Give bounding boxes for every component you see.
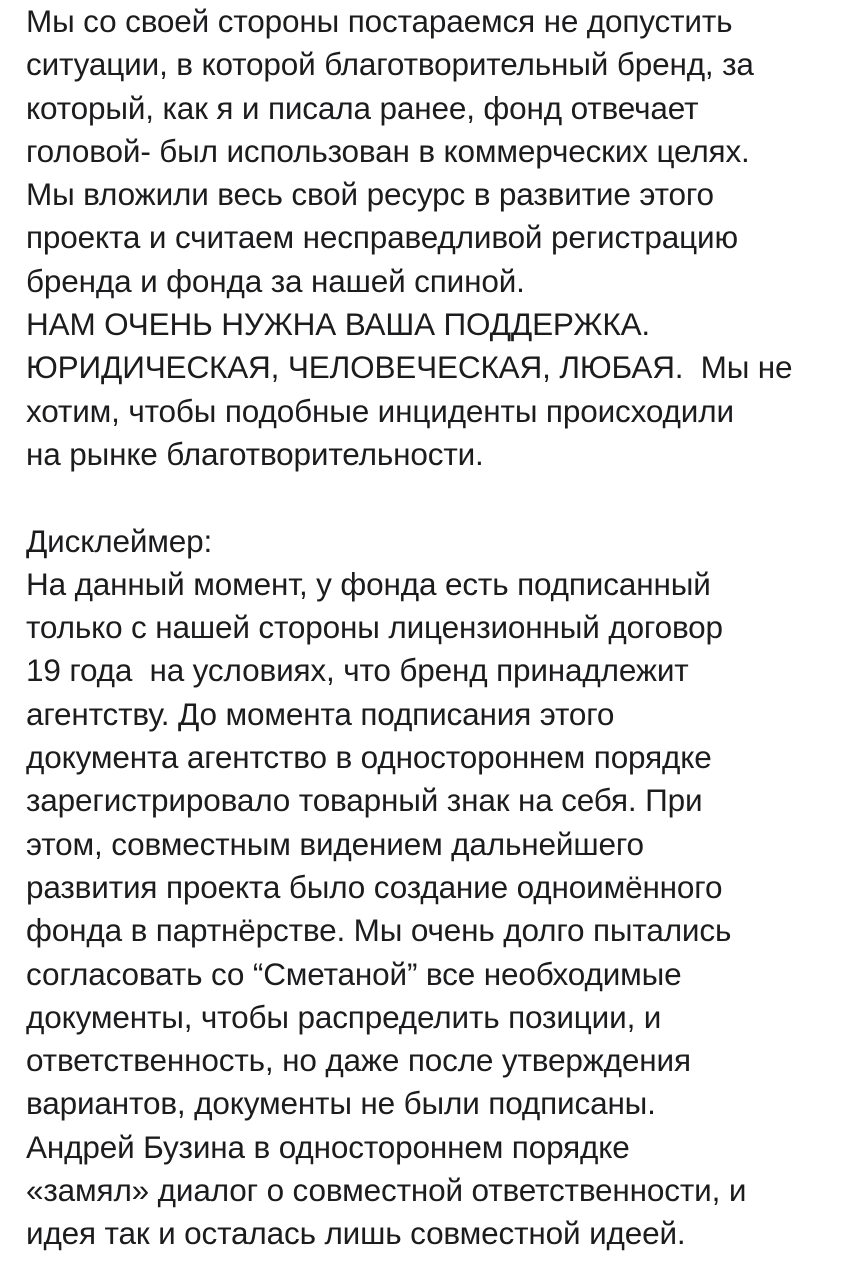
text-line: На данный момент, у фонда есть подписанный [26, 565, 711, 602]
message-text [26, 0, 846, 1256]
text-line: зарегистрировало товарный знак на себя. При [26, 782, 703, 819]
paragraph-support-request [26, 0, 846, 476]
text-line: вариантов, документы не были подписаны. [26, 1085, 656, 1122]
text-line: этом, совместным видением дальнейшего [26, 825, 644, 862]
text-line: Андрей Бузина в одностороннем порядке [26, 1128, 630, 1165]
paragraph-disclaimer [26, 563, 846, 1256]
text-line: только с нашей стороны лицензионный договор [26, 609, 723, 646]
text-line: 19 года на условиях, что бренд принадлежит [26, 652, 689, 689]
text-line: развития проекта было создание одноимённого [26, 868, 723, 905]
text-line: согласовать со “Сметаной” все необходимые [26, 955, 682, 992]
text-line: проекта и считаем несправедливой регистрацию [26, 219, 738, 256]
text-line: который, как я и писала ранее, фонд отвечает [26, 89, 699, 126]
text-line: бренда и фонда за нашей спиной. [26, 262, 525, 299]
text-line: документа агентство в одностороннем порядке [26, 739, 712, 776]
text-line: Мы вложили весь свой ресурс в развитие этого [26, 176, 714, 213]
text-line: НАМ ОЧЕНЬ НУЖНА ВАША ПОДДЕРЖКА. [26, 306, 651, 343]
text-line: Мы со своей стороны постараемся не допустить [26, 3, 733, 39]
text-line: хотим, чтобы подобные инциденты происходили [26, 392, 734, 429]
text-line: документы, чтобы распределить позиции, и [26, 998, 662, 1035]
text-line: головой- был использован в коммерческих целях. [26, 132, 750, 169]
text-line: «замял» диалог о совместной ответственности, и [26, 1172, 747, 1209]
text-line: идея так и осталась лишь совместной идеей. [26, 1215, 686, 1252]
text-line: ответственность, но даже после утверждения [26, 1042, 691, 1079]
disclaimer-heading: Дисклеймер: [26, 522, 213, 559]
text-line: на рынке благотворительности. [26, 435, 484, 472]
text-line: ситуации, в которой благотворительный бренд, за [26, 46, 754, 83]
text-line: ЮРИДИЧЕСКАЯ, ЧЕЛОВЕЧЕСКАЯ, ЛЮБАЯ. Мы не [26, 349, 793, 386]
text-line: фонда в партнёрстве. Мы очень долго пытались [26, 912, 732, 949]
text-line: агентству. До момента подписания этого [26, 695, 615, 732]
paragraph-spacer [26, 476, 846, 519]
